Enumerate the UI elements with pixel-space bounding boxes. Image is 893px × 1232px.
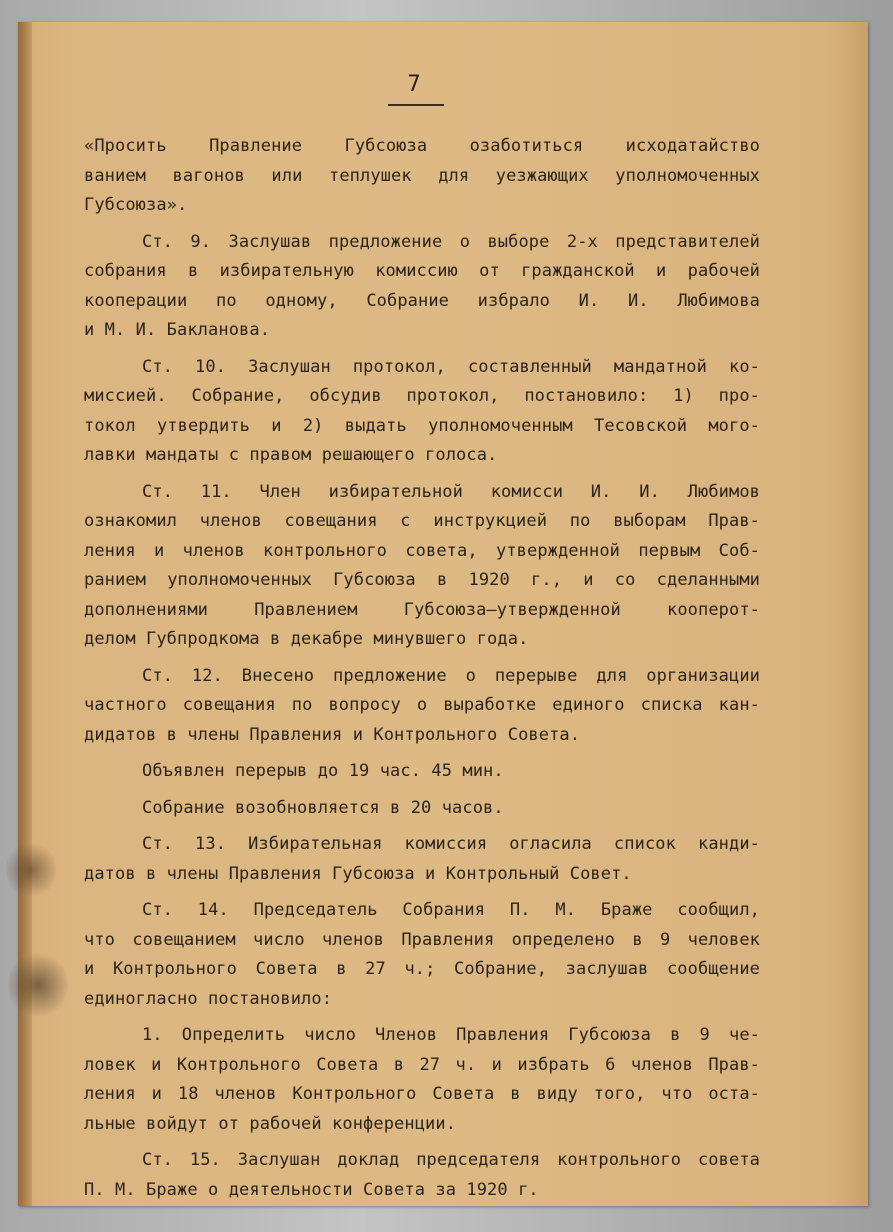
text-line: ловек и Контрольного Совета в 27 ч. и избрать 6 членов Прав-: [84, 1054, 760, 1075]
paragraph: [84, 353, 760, 471]
text-line: ления и членов контрольного совета, утвержденной первым Соб-: [84, 540, 760, 561]
paragraph-gap: [84, 750, 760, 757]
text-line: «Просить Правление Губсоюза озаботиться исходатайство: [84, 136, 760, 156]
page-number: 7: [407, 72, 421, 97]
text-line: Ст. 10. Заслушан протокол, составленный мандатной ко-: [142, 356, 760, 377]
paragraph: [84, 132, 760, 221]
text-line: что совещанием число членов Правления определено в 9 человек: [84, 929, 760, 950]
paragraph: [84, 662, 760, 751]
paper-stain: [8, 950, 68, 1020]
document-body: [84, 132, 760, 1205]
text-line: и М. И. Бакланова.: [84, 320, 271, 340]
text-line: дидатов в члены Правления и Контрольного Совета.: [84, 724, 581, 745]
paper-stain: [6, 840, 56, 900]
paragraph-gap: [84, 1014, 760, 1021]
paragraph: [84, 794, 760, 824]
paragraph-gap: [84, 346, 760, 353]
text-line: Объявлен перерыв до 19 час. 45 мин.: [142, 761, 504, 781]
text-line: Ст. 13. Избирательная комиссия огласила список канди-: [142, 834, 760, 854]
text-line: Ст. 12. Внесено предложение о перерыве для организации: [142, 665, 760, 686]
text-line: Собрание возобновляется в 20 часов.: [142, 797, 504, 818]
paragraph: [84, 228, 760, 346]
text-line: токол утвердить и 2) выдать уполномоченным Тесовской мого-: [84, 415, 760, 436]
paragraph-gap: [84, 471, 760, 478]
paragraph-gap: [84, 655, 760, 662]
text-line: ления и 18 членов Контрольного Совета в виду того, что оста-: [84, 1084, 760, 1104]
text-line: Ст. 14. Председатель Собрания П. М. Браже сообщил,: [142, 900, 760, 920]
paragraph-gap: [84, 221, 760, 228]
text-line: Губсоюза».: [84, 195, 188, 215]
text-line: Ст. 15. Заслушан доклад председателя контрольного совета: [142, 1150, 760, 1170]
text-line: кооперации по одному, Собрание избрало И. И. Любимова: [84, 290, 760, 311]
text-line: 1. Определить число Членов Правления Губсоюза в 9 че-: [142, 1025, 760, 1045]
paragraph: [84, 757, 760, 787]
paragraph-gap: [84, 787, 760, 794]
page-gutter: [18, 22, 32, 1206]
paragraph: [84, 478, 760, 655]
text-line: ранием уполномоченных Губсоюза в 1920 г., и со сделанными: [84, 570, 760, 590]
text-line: и Контрольного Совета в 27 ч.; Собрание, заслушав сообщение: [84, 959, 760, 979]
page-number-rule: [388, 104, 444, 106]
text-line: датов в члены Правления Губсоюза и Контрольный Совет.: [84, 863, 632, 884]
text-line: Ст. 9. Заслушав предложение о выборе 2-х представителей: [142, 231, 760, 252]
text-line: делом Губпродкома в декабре минувшего года.: [84, 629, 529, 649]
text-line: лавки мандаты с правом решающего голоса.: [84, 445, 498, 465]
text-line: льные войдут от рабочей конференции.: [84, 1113, 457, 1134]
text-line: собрания в избирательную комиссию от гражданской и рабочей: [84, 261, 760, 281]
text-line: единогласно постановило:: [84, 988, 333, 1009]
paragraph: [84, 896, 760, 1014]
paragraph: [84, 1146, 760, 1205]
paragraph: [84, 830, 760, 889]
text-line: Ст. 11. Член избирательной комисси И. И. Любимов: [142, 481, 760, 502]
text-line: миссией. Собрание, обсудив протокол, постановило: 1) про-: [84, 386, 760, 406]
paragraph-gap: [84, 889, 760, 896]
paragraph: [84, 1021, 760, 1139]
text-line: дополнениями Правлением Губсоюза—утвержденной кооперот-: [84, 599, 760, 620]
text-line: П. М. Браже о деятельности Совета за 1920 г.: [84, 1179, 539, 1200]
text-line: ванием вагонов или теплушек для уезжающих уполномоченных: [84, 165, 760, 186]
text-line: ознакомил членов совещания с инструкцией по выборам Прав-: [84, 511, 760, 531]
paragraph-gap: [84, 823, 760, 830]
paragraph-gap: [84, 1139, 760, 1146]
text-line: частного совещания по вопросу о выработке единого списка кан-: [84, 695, 760, 715]
